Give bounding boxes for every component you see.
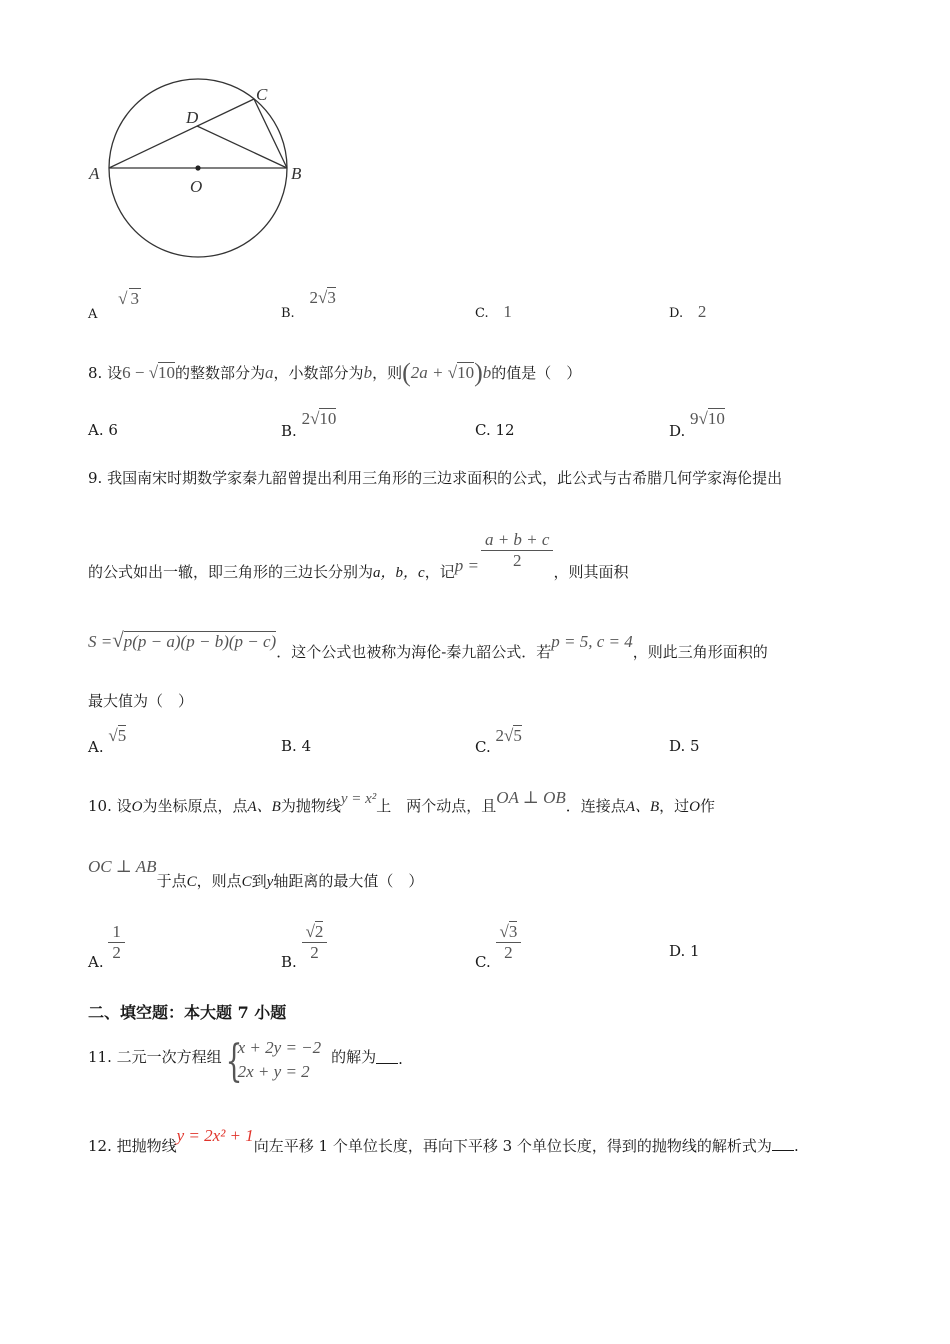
q7-option-b[interactable]: B. 2√3 xyxy=(281,288,336,321)
red-expression: y = 2x² + 1 xyxy=(176,1126,254,1145)
q9-option-d[interactable]: D. 5 xyxy=(669,737,700,755)
q11: 11. 二元一次方程组 { x + 2y = −2 2x + y = 2 的解为 . xyxy=(88,1036,403,1087)
q9-line1: 9. 我国南宋时期数学家秦九韶曾提出利用三角形的三边求面积的公式，此公式与古希腊几何学家海伦提出 xyxy=(88,469,783,487)
sqrt-3: √ 3 xyxy=(118,289,140,308)
segment-db xyxy=(197,126,287,168)
label-o: O xyxy=(190,177,203,196)
q9-line3: S =√p(p − a)(p − b)(p − c)．这个公式也被称为海伦-秦九韶公式．若p = 5, c = 4，则此三角形面积的 xyxy=(88,628,768,661)
q10-line2: OC ⊥ AB于点C，则点C到y轴距离的最大值（ ） xyxy=(88,857,424,890)
label-a: A xyxy=(89,164,100,183)
equation-system: { x + 2y = −2 2x + y = 2 xyxy=(225,1036,322,1087)
q9-line2: 的公式如出一辙，即三角形的三边长分别为a，b，c，记p = $\frac{a + b + c}{2}$ ，则其面积 xyxy=(88,530,629,581)
q10-option-c[interactable]: C. $\frac{√3}{2}$ xyxy=(475,922,521,963)
answer-blank[interactable] xyxy=(772,1138,794,1151)
answer-blank[interactable] xyxy=(376,1051,398,1064)
brace-icon: { xyxy=(225,1036,243,1087)
q8-option-c[interactable]: C. 12 xyxy=(475,421,515,439)
label-d: D xyxy=(186,108,199,127)
label-c: C xyxy=(256,85,268,104)
fraction-sqrt3-over-2: $\frac{√3}{2}$ xyxy=(496,922,522,963)
q8-option-b[interactable]: B. 2√10 xyxy=(281,409,337,440)
q10-option-a[interactable]: A. $\frac{1}{2}$ xyxy=(88,922,125,963)
heron-formula: √p(p − a)(p − b)(p − c) xyxy=(112,628,277,652)
q9-option-c[interactable]: C. 2√5 xyxy=(475,726,522,756)
geometry-figure xyxy=(80,75,320,275)
q9-option-a[interactable]: A. √5 xyxy=(88,726,127,756)
q8-stem: 8. 设6 − √10的整数部分为a，小数部分为b，则(2a + √10)b的值是（ ） xyxy=(88,358,582,387)
q10-option-d[interactable]: D. 1 xyxy=(669,942,700,960)
q10-line1: 10. 设O为坐标原点，点A、B为抛物线y = x²上 两个动点，且OA ⊥ OB．连接点A、B，过O作 xyxy=(88,788,716,815)
chord-bc xyxy=(254,99,287,168)
fraction-sqrt2-over-2: $\frac{√2}{2}$ xyxy=(302,922,328,963)
p-fraction: $\frac{a + b + c}{2}$ xyxy=(481,530,554,571)
q8-expression: (2a + √10)b xyxy=(402,358,492,387)
q7-option-d[interactable]: D. 2 xyxy=(669,302,707,321)
q10-option-b[interactable]: B. $\frac{√2}{2}$ xyxy=(281,922,327,963)
section-title: 二、填空题：本大题 7 小题 xyxy=(88,1003,287,1022)
q12: 12. 把抛物线y = 2x² + 1向左平移 1 个单位长度，再向下平移 3 个单位长度，得到的抛物线的解析式为 . xyxy=(88,1126,799,1155)
center-dot xyxy=(195,165,200,170)
q9-option-b[interactable]: B. 4 xyxy=(281,737,312,755)
q8-option-a[interactable]: A. 6 xyxy=(88,421,118,439)
fraction-one-half: $\frac{1}{2}$ xyxy=(108,922,125,963)
q8-option-d[interactable]: D. 9√10 xyxy=(669,409,725,440)
q9-line4: 最大值为（ ） xyxy=(88,692,194,710)
label-b: B xyxy=(291,164,302,183)
q7-option-c[interactable]: C. 1 xyxy=(475,302,512,321)
q7-option-a[interactable]: A √ 3 xyxy=(88,289,140,322)
two-sqrt-3: 2√3 xyxy=(309,288,336,307)
